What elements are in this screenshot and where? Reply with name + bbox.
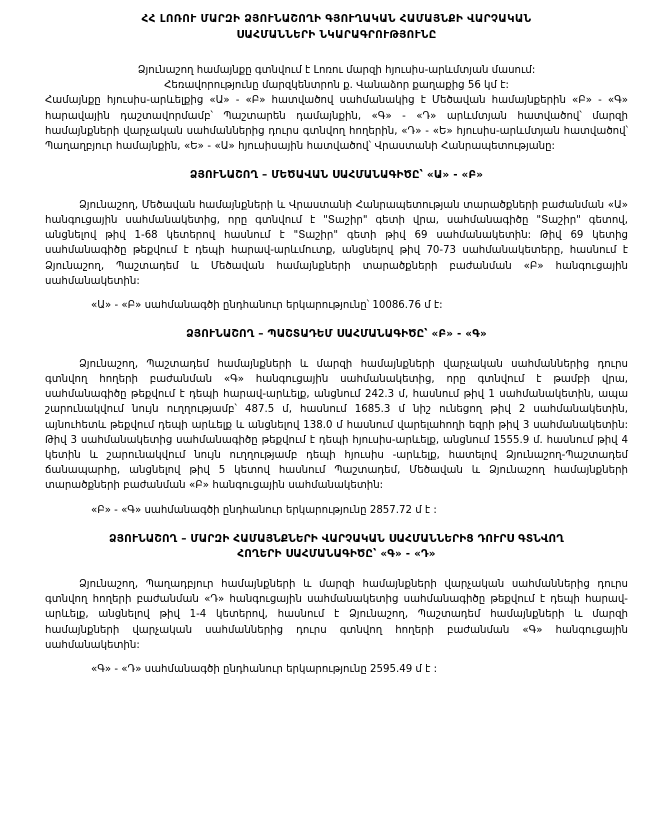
- document-title: [45, 10, 628, 43]
- section-2-heading: [45, 327, 628, 343]
- section-1-heading: [45, 168, 628, 184]
- section-2-total: «Բ» - «Գ» սահմանագծի ընդհանուր երկարությունը 2857.72 մ է :: [91, 504, 437, 516]
- document-title-line-1: ՀՀ ԼՈՌՈՒ ՄԱՐԶԻ ՁՅՈՒՆԱՇՈՂԻ ԳՅՈՒՂԱԿԱՆ ՀԱՄԱՅՆՔԻ ՎԱՐՉԱԿԱՆ: [141, 13, 532, 25]
- section-3-heading: [45, 532, 628, 563]
- document-body: [45, 10, 628, 677]
- title-spacer: [45, 43, 628, 63]
- section-2-spacer-mid: [45, 343, 628, 357]
- section-1-heading-line-1: ՁՅՈՒՆԱՇՈՂ – ՄԵԾԱՎԱՆ ՍԱՀՄԱՆԱԳԻԾԸ՝ «Ա» - «Բ»: [189, 169, 484, 182]
- intro-line-2: Հեռավորությունը մարզկենտրոն ք. Վանաձոր քաղաքից 56 կմ է:: [164, 80, 509, 92]
- section-1-total: «Ա» - «Բ» սահմանագծի ընդհանուր երկարությունը՝ 10086.76 մ է:: [91, 300, 443, 312]
- section-1-spacer-top: [45, 154, 628, 168]
- section-3-total: «Գ» - «Դ» սահմանագծի ընդհանուր երկարությունը 2595.49 մ է :: [91, 664, 438, 676]
- section-3-heading-line-2: ՀՈՂԵՐԻ ՍԱՀՄԱՆԱԳԻԾԸ՝ «Գ» - «Դ»: [237, 548, 436, 561]
- section-1-body: Ձյունաշող, Մեծավան համայնքների և Վրաստանի Հանրապետության տարածքների բաժանման «Ա» հանգուցային սահմանակետից, որը գտնվում է "Տաշիր" գետի վրա, սահմանագիծը "Տաշիր" գետով, անցնելով թիվ 1-68 կետերով հասնում է "Տաշիր" գետի թիվ 69 սահմանակետին: Թիվ 69 կետից սահմանագիծը թեքվում է դեպի հարավ-արևմուտք, անցնելով թիվ 70-73 սահմանակետերը, հասնում է Ձյունաշող, Պաշտադեմ և Մեծավան համայնքների տարածքների բաժանման «Բ» հանգուցային սահմանակետին:: [45, 199, 628, 287]
- section-1-spacer-bottom: [45, 289, 628, 298]
- section-2-spacer-bottom: [45, 494, 628, 503]
- section-3-spacer-top: [45, 518, 628, 532]
- section-1-spacer-mid: [45, 184, 628, 198]
- intro-line-1: Ձյունաշող համայնքը գտնվում է Լոռու մարզի հյուսիս-արևմտյան մասում:: [137, 65, 536, 76]
- document-title-line-2: ՍԱՀՄԱՆՆԵՐԻ ՆԿԱՐԱԳՐՈՒԹՅՈՒՆԸ: [236, 28, 437, 41]
- section-2-spacer-top: [45, 313, 628, 327]
- section-2-heading-line-1: ՁՅՈՒՆԱՇՈՂ – ՊԱՇՏԱԴԵՄ ՍԱՀՄԱՆԱԳԻԾԸ՝ «Բ» - «Գ»: [186, 328, 487, 341]
- section-2-body: Ձյունաշող, Պաշտադեմ համայնքների և մարզի համայնքների վարչական սահմաններից դուրս գտնվող հողերի բաժանման «Գ» հանգուցային սահմանակետից, որը գտնվում է թամբի վրա, սահմանագիծը թեքվում է դեպի հարավ-արևելք, անցնում 242.3 մ, հասնում թիվ 1 սահմանակետին, ապա շարունակվում նույն ուղղությամբ՝ 487.5 մ, հասնում 1685.3 մ նիշ ունեցող թիվ 2 սահմանակետին, այնուհետև թեքվում դեպի արևելք և անցնելով 138.0 մ հասնում վարելահողի եզրի թիվ 3 սահմանակետին: Թիվ 3 սահմանակետից սահմանագիծը թեքվում է դեպի հյուսիս-արևելք, անցնում 1555.9 մ. հասնում թիվ 4 կետին և շարունակվում նույն ուղղությամբ դեպի հյուսիս -արևելք, հատելով Ձյունաշող-Պաշտադեմ ճանապարհը, անցնելով թիվ 5 կետով հասնում Պաշտադեմ, Մեծավան և Ձյունաշող համայնքների տարածքների բաժանման «Բ» հանգուցային սահմանակետին:: [45, 358, 628, 492]
- intro-paragraph: Համայնքը հյուսիս-արևելքից «Ա» - «Բ» հատվածով սահմանակից է Մեծավան համայնքերին «Բ» - «Գ» հարավային դաշտավորմամբ՝ Պաշտարեն դամայնքին, «Գ» - «Դ» արևմտյան հատվածով՝ մարզի համայնքների վարչական սահմաններից դուրս գտնվող հողերին, «Դ» - «Ե» հյուսիս-արևմտյան հատվածով՝ Պաղաղբյուր համայնքին, «Ե» - «Ա» հյուսիսային հատվածով՝ Վրաստանի Հանրապետությանը:: [45, 95, 628, 153]
- section-3-heading-line-1: ՁՅՈՒՆԱՇՈՂ – ՄԱՐԶԻ ՀԱՄԱՅՆՔՆԵՐԻ ՎԱՐՉԱԿԱՆ ՍԱՀՄԱՆՆԵՐԻՑ ԴՈՒՐՍ ԳՏՆՎՈՂ: [109, 532, 564, 545]
- section-3-spacer-bottom: [45, 653, 628, 662]
- section-3-spacer-mid: [45, 563, 628, 577]
- section-3-body: Ձյունաշող, Պաղադբյուր համայնքների և մարզի համայնքների վարչական սահմաններից դուրս գտնվող հողերի բաժանման «Դ» հանգուցային սահմանակետից սահմանագիծը թեքվում է դեպի հարավ-արևելք, անցնելով թիվ 1-4 կետերով, հասնում է Ձյունաշող, Պաշտադեմ համայնքների և մարզի համայնքների վարչական սահմաններից դուրս գտնվող հողերի բաժանման «Գ» հանգուցային սահմանակետին:: [45, 579, 628, 651]
